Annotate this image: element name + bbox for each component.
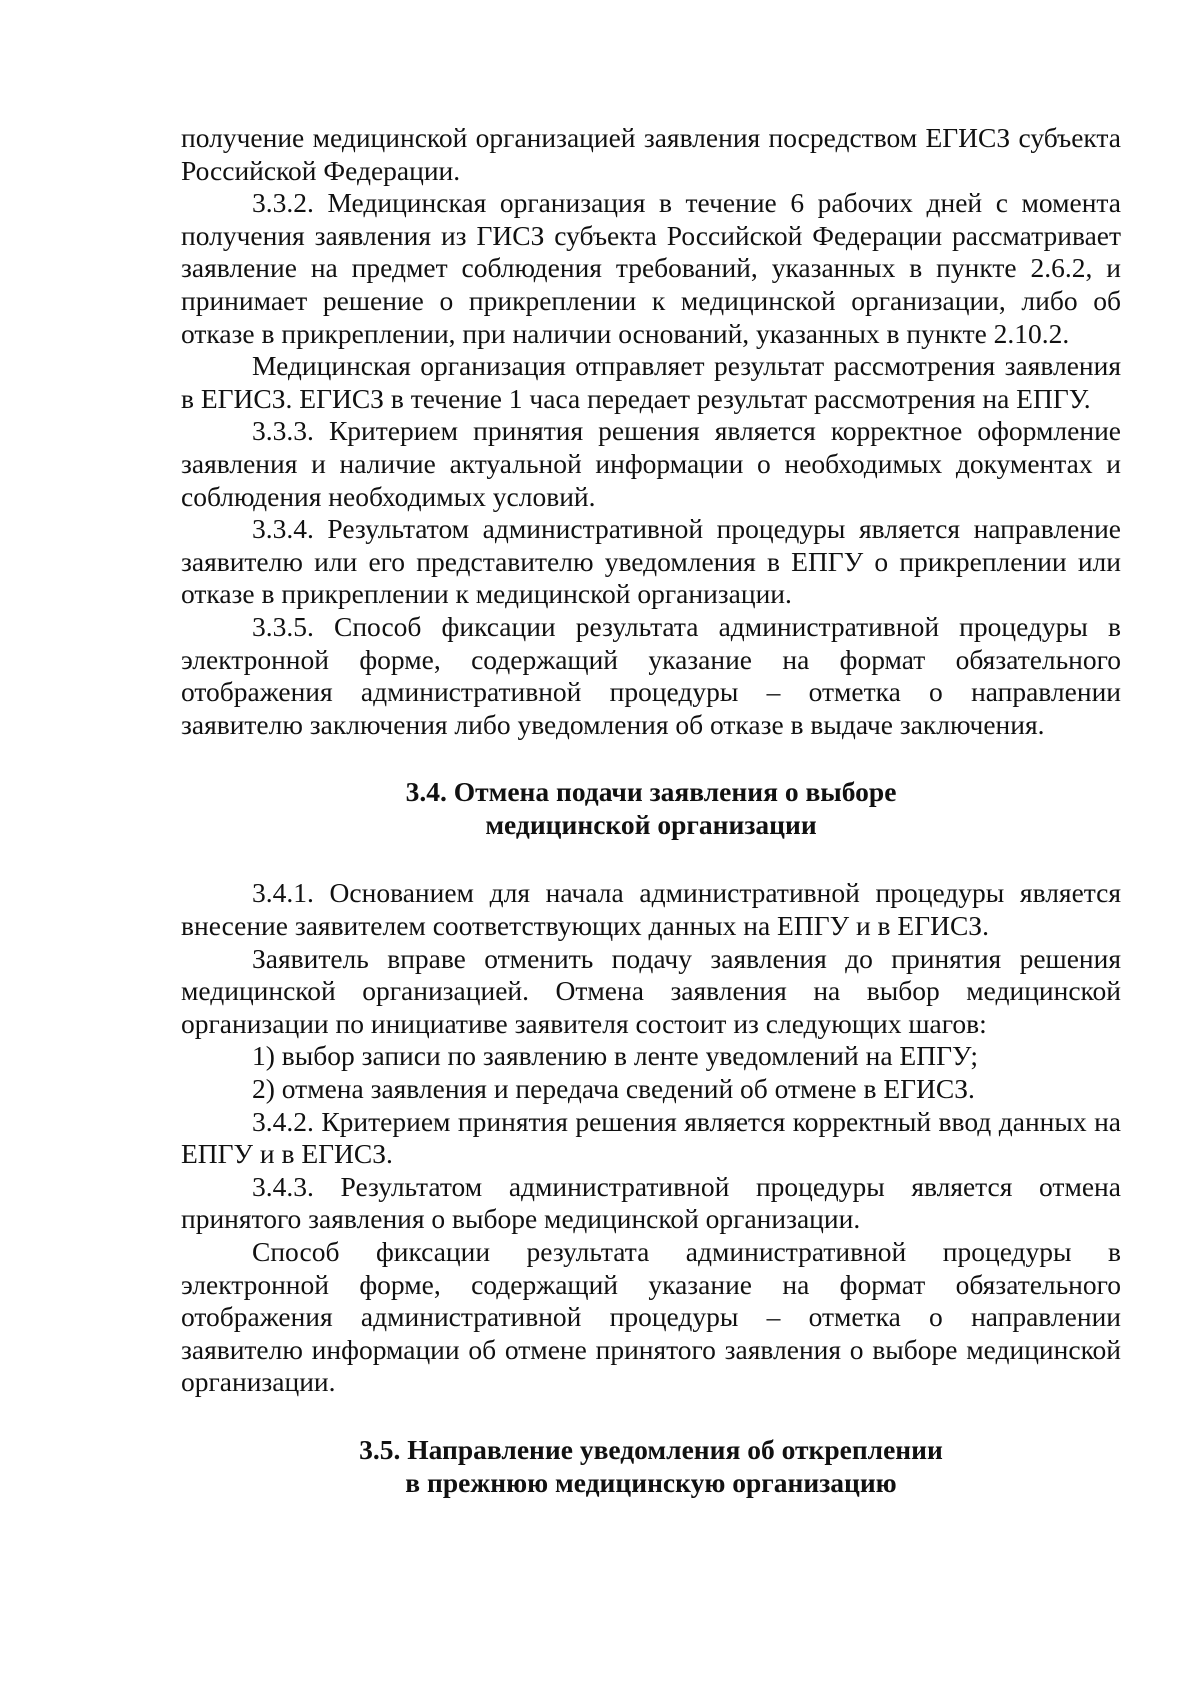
paragraph-3-4-1: 3.4.1. Основанием для начала административной процедуры является внесение заявителем соответствующих данных на ЕПГУ и в ЕГИСЗ. <box>181 877 1121 942</box>
spacer <box>181 841 1121 877</box>
paragraph-cancel-right: Заявитель вправе отменить подачу заявления до принятия решения медицинской организацией. Отмена заявления на выбор медицинской организации по инициативе заявителя состоит из следующих шагов: <box>181 942 1121 1039</box>
paragraph-3-4-2: 3.4.2. Критерием принятия решения является корректный ввод данных на ЕПГУ и в ЕГИСЗ. <box>181 1105 1121 1170</box>
paragraph-3-3-4: 3.3.4. Результатом административной процедуры является направление заявителю или его представителю уведомления в ЕПГУ о прикреплении или отказе в прикреплении к медицинской организации. <box>181 513 1121 610</box>
paragraph-3-3-2-result: Медицинская организация отправляет результат рассмотрения заявления в ЕГИСЗ. ЕГИСЗ в течение 1 часа передает результат рассмотрения на ЕПГУ. <box>181 350 1121 414</box>
spacer <box>181 1399 1121 1434</box>
paragraph-3-3-2: 3.3.2. Медицинская организация в течение 6 рабочих дней с момента получения заявления из ГИСЗ субъекта Российской Федерации рассматривает заявление на предмет соблюдения требований, указанных в пункте 2.6.2, и принимает решение о прикреплении к медицинской организации, либо об отказе в прикреплении, при наличии оснований, указанных в пункте 2.10.2. <box>181 187 1121 349</box>
paragraph-3-4-3: 3.4.3. Результатом административной процедуры является отмена принятого заявления о выборе медицинской организации. <box>181 1170 1121 1235</box>
list-item-step-1: 1) выбор записи по заявлению в ленте уведомлений на ЕПГУ; <box>252 1040 979 1072</box>
list-item-step-2: 2) отмена заявления и передача сведений об отмене в ЕГИСЗ. <box>252 1073 975 1105</box>
heading-line: в прежнюю медицинскую организацию <box>405 1466 897 1498</box>
paragraph-continuation: получение медицинской организацией заявления посредством ЕГИСЗ субъекта Российской Федерации. <box>181 122 1121 186</box>
spacer <box>181 741 1121 776</box>
document-body <box>181 122 1121 1499</box>
paragraph-3-3-5: 3.3.5. Способ фиксации результата административной процедуры в электронной форме, содержащий указание на формат обязательного отображения административной процедуры – отметка о направлении заявителю заключения либо уведомления об отказе в выдаче заключения. <box>181 610 1121 740</box>
heading-line: 3.5. Направление уведомления об откреплении <box>359 1433 943 1465</box>
section-heading-3-5 <box>181 1434 1121 1499</box>
paragraph-3-3-3: 3.3.3. Критерием принятия решения является корректное оформление заявления и наличие актуальной информации о необходимых документах и соблюдения необходимых условий. <box>181 415 1121 512</box>
paragraph-fixation-method: Способ фиксации результата административной процедуры в электронной форме, содержащий указание на формат обязательного отображения административной процедуры – отметка о направлении заявителю информации об отмене принятого заявления о выборе медицинской организации. <box>181 1236 1121 1398</box>
heading-line: 3.4. Отмена подачи заявления о выборе <box>405 776 897 808</box>
section-heading-3-4 <box>181 776 1121 841</box>
heading-line: медицинской организации <box>485 808 817 840</box>
